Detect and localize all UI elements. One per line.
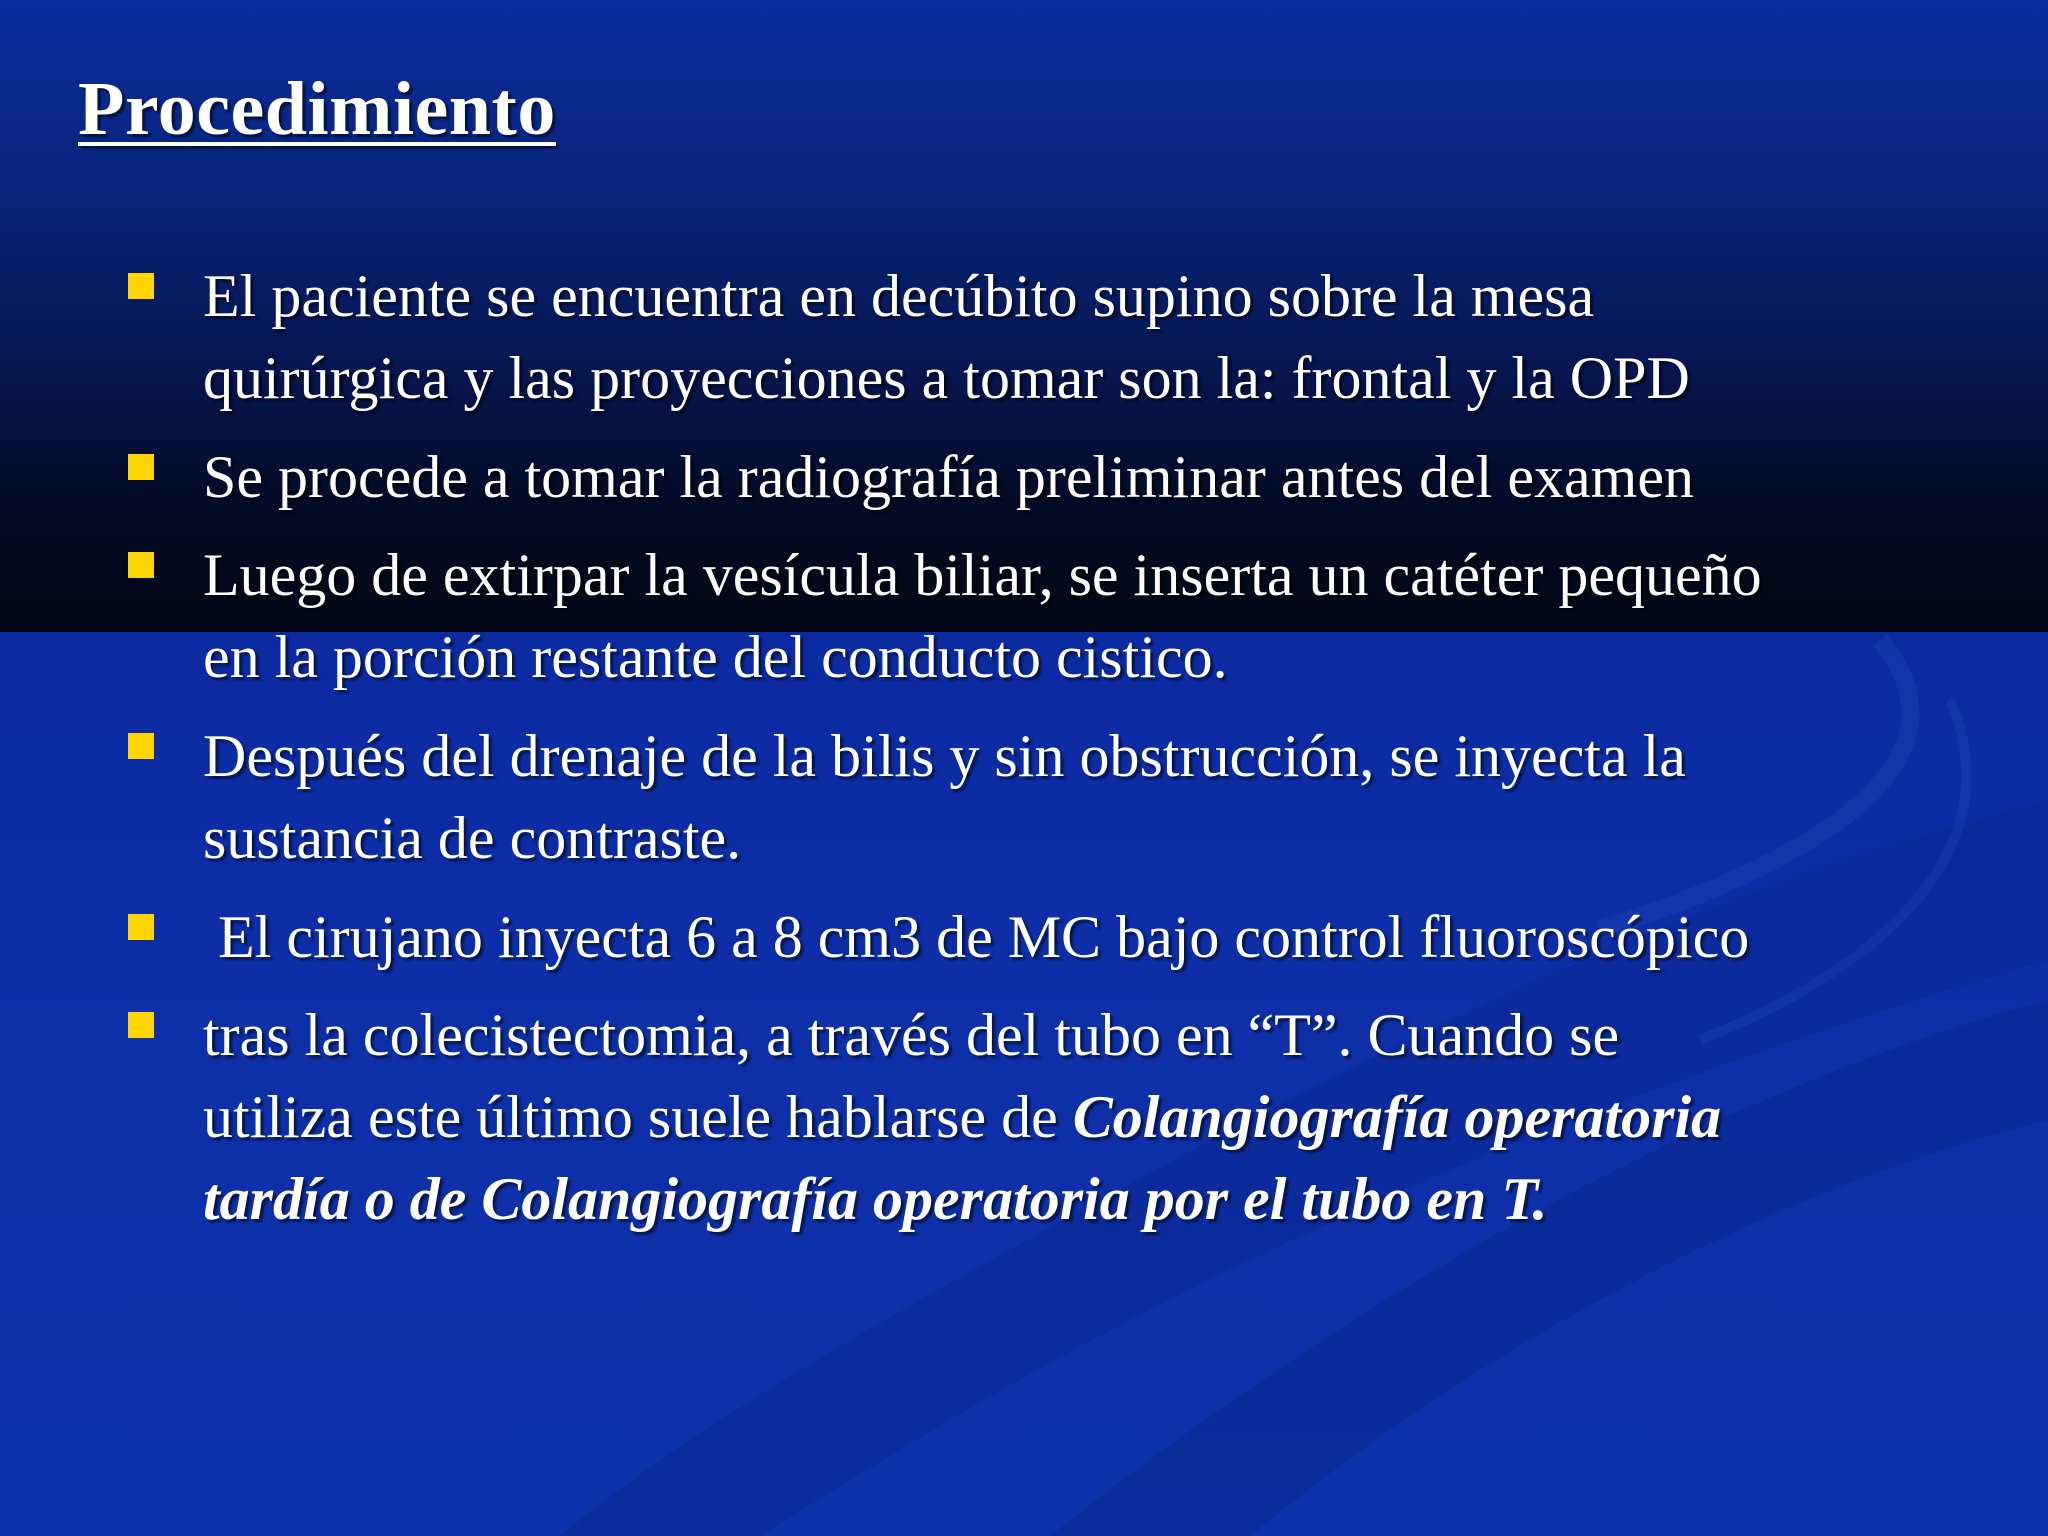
slide-title: Procedimiento xyxy=(78,67,556,151)
bullet-text-emphasis: Colangiografía operatoria xyxy=(1072,1084,1722,1150)
bullet-text-line: sustancia de contraste. xyxy=(203,805,742,871)
square-bullet-icon xyxy=(128,454,154,480)
bullet-text-line: quirúrgica y las proyecciones a tomar son la: frontal y la OPD xyxy=(203,345,1690,411)
square-bullet-icon xyxy=(128,914,154,940)
bullet-text-line: en la porción restante del conducto cistico. xyxy=(203,624,1228,690)
square-bullet-icon xyxy=(128,552,154,578)
bullet-text-plain: utiliza este último suele hablarse de xyxy=(203,1084,1073,1150)
bullet-text-line: tras la colecistectomia, a través del tubo en “T”. Cuando se xyxy=(203,1002,1620,1068)
square-bullet-icon xyxy=(128,1012,154,1038)
bullet-text-line: Luego de extirpar la vesícula biliar, se inserta un catéter pequeño xyxy=(203,542,1762,608)
bullet-text-emphasis: tardía o de Colangiografía operatoria por el tubo en T. xyxy=(203,1166,1548,1232)
bullet-text-line: El paciente se encuentra en decúbito supino sobre la mesa xyxy=(203,263,1595,329)
square-bullet-icon xyxy=(128,273,154,299)
bullet-text-line: Después del drenaje de la bilis y sin obstrucción, se inyecta la xyxy=(203,723,1686,789)
bullet-text-line: Se procede a tomar la radiografía preliminar antes del examen xyxy=(203,444,1694,510)
bullet-text-line: El cirujano inyecta 6 a 8 cm3 de MC bajo control fluoroscópico xyxy=(203,904,1750,970)
bullet-text-line xyxy=(203,1076,1923,1158)
square-bullet-icon xyxy=(128,733,154,759)
